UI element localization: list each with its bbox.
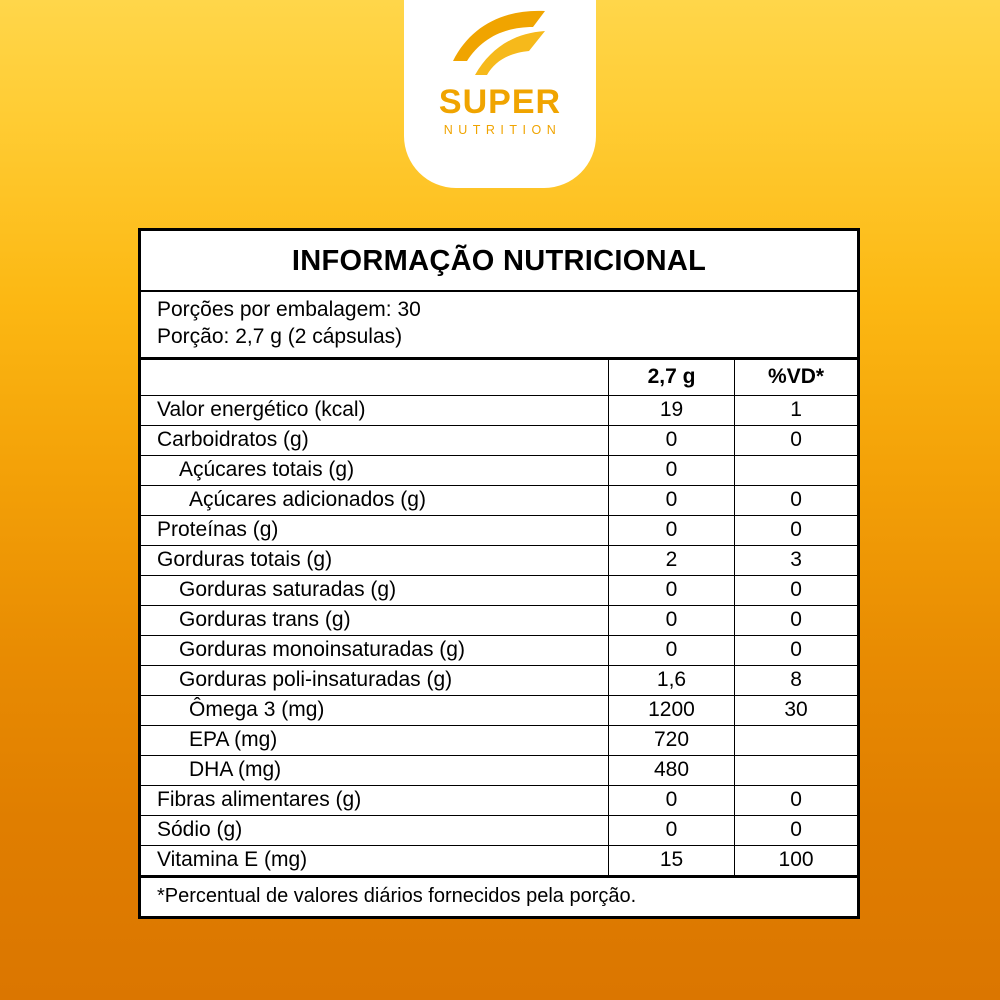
table-row <box>141 485 857 515</box>
table-row <box>141 395 857 425</box>
serving-size: Porção: 2,7 g (2 cápsulas) <box>157 324 403 348</box>
nutrient-name: Gorduras monoinsaturadas (g) <box>141 635 608 665</box>
nutrient-dv: 30 <box>735 695 857 725</box>
table-row <box>141 635 857 665</box>
swoosh-icon <box>445 7 555 79</box>
servings-per-package: Porções por embalagem: 30 <box>157 298 421 321</box>
nutrient-amount: 0 <box>608 425 734 455</box>
table-row <box>141 425 857 455</box>
nutrient-dv <box>735 725 857 755</box>
nutrient-dv: 0 <box>735 425 857 455</box>
table-row <box>141 845 857 875</box>
nutrition-table <box>141 357 857 875</box>
nutrient-amount: 720 <box>608 725 734 755</box>
nutrient-dv <box>735 455 857 485</box>
nutrient-amount: 0 <box>608 575 734 605</box>
nutrient-dv: 8 <box>735 665 857 695</box>
table-row <box>141 575 857 605</box>
nutrient-amount: 0 <box>608 605 734 635</box>
nutrient-dv: 0 <box>735 635 857 665</box>
table-row <box>141 545 857 575</box>
table-row <box>141 665 857 695</box>
brand-name: SUPER <box>438 82 562 121</box>
nutrient-amount: 1,6 <box>608 665 734 695</box>
nutrient-name: Gorduras trans (g) <box>141 605 608 635</box>
panel-title: INFORMAÇÃO NUTRICIONAL <box>291 245 707 277</box>
nutrient-dv: 0 <box>735 815 857 845</box>
nutrient-name: EPA (mg) <box>141 725 608 755</box>
nutrient-amount: 15 <box>608 845 734 875</box>
nutrient-name: Gorduras poli-insaturadas (g) <box>141 665 608 695</box>
nutrient-dv: 0 <box>735 515 857 545</box>
nutrient-dv: 0 <box>735 485 857 515</box>
brand-tagline: NUTRITION <box>443 122 562 137</box>
panel-footnote: *Percentual de valores diários fornecidos pela porção. <box>141 875 857 916</box>
table-row <box>141 455 857 485</box>
nutrient-amount: 1200 <box>608 695 734 725</box>
nutrient-dv <box>735 755 857 785</box>
nutrient-dv: 0 <box>735 605 857 635</box>
header-amount: 2,7 g <box>608 358 734 395</box>
nutrient-dv: 0 <box>735 785 857 815</box>
nutrient-name: Carboidratos (g) <box>141 425 608 455</box>
table-row <box>141 695 857 725</box>
nutrient-amount: 0 <box>608 455 734 485</box>
nutrient-amount: 0 <box>608 635 734 665</box>
nutrient-amount: 19 <box>608 395 734 425</box>
nutrient-name: Gorduras saturadas (g) <box>141 575 608 605</box>
nutrient-name: Vitamina E (mg) <box>141 845 608 875</box>
nutrient-dv: 0 <box>735 575 857 605</box>
nutrient-amount: 2 <box>608 545 734 575</box>
table-row <box>141 605 857 635</box>
nutrient-name: Ômega 3 (mg) <box>141 695 608 725</box>
table-row <box>141 755 857 785</box>
nutrition-facts-panel <box>138 228 860 919</box>
table-row <box>141 515 857 545</box>
serving-info <box>141 290 857 357</box>
nutrient-name: DHA (mg) <box>141 755 608 785</box>
header-daily-value: %VD* <box>735 358 857 395</box>
nutrient-amount: 0 <box>608 815 734 845</box>
nutrient-amount: 480 <box>608 755 734 785</box>
table-row <box>141 725 857 755</box>
nutrient-name: Sódio (g) <box>141 815 608 845</box>
nutrient-name: Valor energético (kcal) <box>141 395 608 425</box>
table-row <box>141 815 857 845</box>
nutrient-dv: 100 <box>735 845 857 875</box>
nutrient-name: Gorduras totais (g) <box>141 545 608 575</box>
nutrient-dv: 3 <box>735 545 857 575</box>
nutrient-amount: 0 <box>608 785 734 815</box>
table-header-row <box>141 358 857 395</box>
nutrient-amount: 0 <box>608 485 734 515</box>
nutrient-name: Proteínas (g) <box>141 515 608 545</box>
table-row <box>141 785 857 815</box>
nutrient-name: Açúcares totais (g) <box>141 455 608 485</box>
brand-logo-badge <box>404 0 596 188</box>
nutrient-dv: 1 <box>735 395 857 425</box>
nutrient-name: Fibras alimentares (g) <box>141 785 608 815</box>
nutrient-name: Açúcares adicionados (g) <box>141 485 608 515</box>
header-nutrient <box>141 358 608 395</box>
nutrient-amount: 0 <box>608 515 734 545</box>
